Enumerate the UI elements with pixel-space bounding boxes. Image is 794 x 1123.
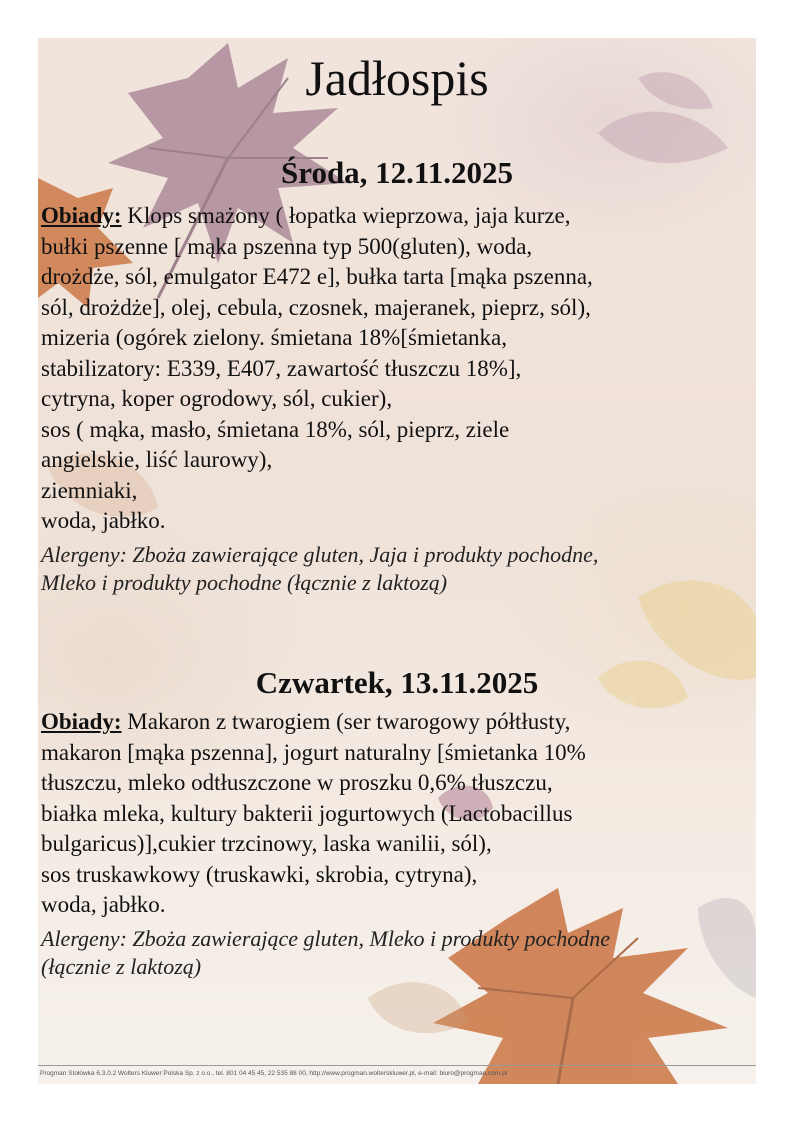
day-heading-thursday: Czwartek, 13.11.2025 — [255, 665, 539, 700]
meal-line: ziemniaki, — [41, 477, 138, 503]
meal-line: białka mleka, kultury bakterii jogurtowych (Lactobacillus — [41, 800, 573, 826]
day-section-thursday — [41, 707, 753, 982]
meal-line: cytryna, koper ogrodowy, sól, cukier), — [41, 386, 393, 411]
page-title: Jadłospis — [305, 50, 489, 106]
meal-line — [41, 201, 753, 232]
meal-line-text: Makaron z twarogiem (ser twarogowy półtłusty, — [121, 709, 571, 734]
allergens-wednesday — [41, 541, 753, 598]
meal-description-wednesday — [41, 201, 753, 537]
meal-label: Obiady: — [41, 203, 122, 228]
meal-line: makaron [mąka pszenna], jogurt naturalny [śmietanka 10% — [41, 739, 586, 765]
footer-text: Progman Stołówka 6.3.0.2 Wolters Kluwer Polska Sp. z o.o., tel. 801 04 45 45, 22 535 88 00, http://www.progman.wolterskluwer.pl, e-mail: biuro@progman.com.pl — [40, 1070, 508, 1077]
meal-description-thursday — [41, 707, 753, 921]
meal-line: drożdże, sól, emulgator E472 e], bułka tarta [mąka pszenna, — [41, 264, 593, 289]
meal-line — [41, 707, 753, 738]
meal-line: mizeria (ogórek zielony. śmietana 18%[śmietanka, — [41, 325, 507, 350]
allergen-line: Alergeny: Zboża zawierające gluten, Mleko i produkty pochodne — [41, 925, 611, 951]
meal-line: woda, jabłko. — [41, 892, 166, 917]
allergen-line: (łącznie z laktozą) — [41, 954, 202, 979]
meal-line: sos truskawkowy (truskawki, skrobia, cytryna), — [41, 861, 478, 887]
meal-line: angielskie, liść laurowy), — [41, 447, 273, 472]
meal-line: bułki pszenne [ mąka pszenna typ 500(gluten), woda, — [41, 233, 533, 259]
meal-line: woda, jabłko. — [41, 508, 166, 533]
allergen-line: Alergeny: Zboża zawierające gluten, Jaja i produkty pochodne, — [41, 541, 599, 567]
footer-divider — [38, 1065, 756, 1066]
meal-line: stabilizatory: E339, E407, zawartość tłuszczu 18%], — [41, 355, 522, 381]
allergen-line: Mleko i produkty pochodne (łącznie z laktozą) — [41, 570, 448, 595]
meal-line: sól, drożdże], olej, cebula, czosnek, majeranek, pieprz, sól), — [41, 294, 591, 320]
menu-content — [38, 38, 756, 1084]
meal-line: bulgaricus)],cukier trzcinowy, laska wanilii, sól), — [41, 831, 492, 856]
day-section-wednesday — [41, 201, 753, 598]
meal-line-text: Klops smażony ( łopatka wieprzowa, jaja kurze, — [121, 203, 571, 228]
menu-sheet — [38, 38, 756, 1084]
meal-label: Obiady: — [41, 709, 122, 734]
day-heading-wednesday: Środa, 12.11.2025 — [281, 155, 513, 190]
meal-line: tłuszczu, mleko odtłuszczone w proszku 0,6% tłuszczu, — [41, 770, 553, 795]
allergens-thursday — [41, 925, 753, 982]
meal-line: sos ( mąka, masło, śmietana 18%, sól, pieprz, ziele — [41, 416, 510, 442]
